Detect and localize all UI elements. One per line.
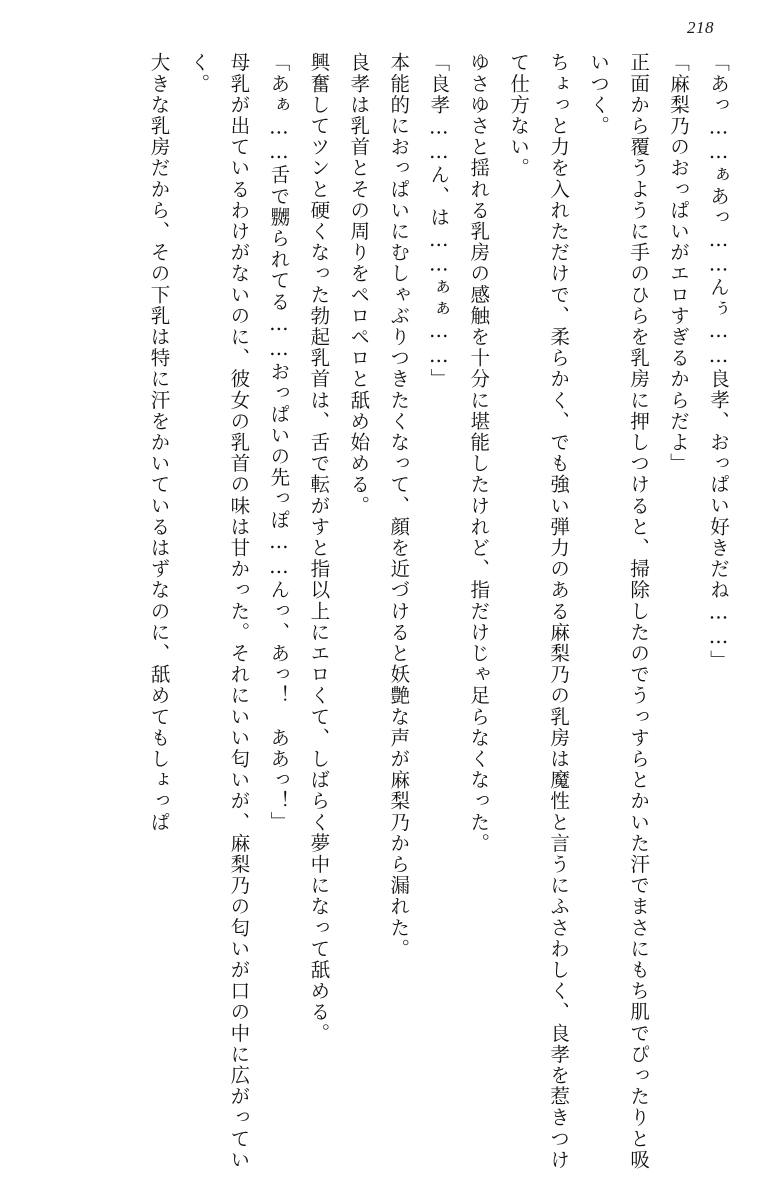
vertical-text-block (34, 52, 738, 1174)
paragraph: 「あっ……ぁあっ……んぅ……良孝、おっぱい好きだね……」 (707, 52, 730, 671)
paragraph: 「あぁ……舌で嬲られてる……おっぱいの先っぽ……んっ、あっ！ ああっ！」 (267, 52, 291, 833)
paragraph: 「麻梨乃のおっぱいがエロすぎるからだよ」 (667, 52, 691, 474)
paragraph: ちょっと力を入れただけで、柔らかく、でも強い弾力のある麻梨乃の乳房は魔性と言うにふさわしく、良孝を惹きつけて仕方ない。 (507, 52, 571, 1171)
paragraph: 母乳が出ているわけがないのに、彼女の乳首の味は甘かった。それにいい匂いが、麻梨乃の匂いが口の中に広がっていく。 (187, 52, 251, 1171)
paragraph: 本能的におっぱいにむしゃぶりつきたくなって、顔を近づけると妖艶な声が麻梨乃から漏れた。 (387, 52, 411, 960)
paragraph: 興奮してツンと硬くなった勃起乳首は、舌で転がすと指以上にエロくて、しばらく夢中になって舐める。 (307, 52, 331, 1044)
paragraph: 正面から覆うように手のひらを乳房に押しつけると、掃除したのでうっすらとかいた汗でまさにもち肌でぴったりと吸いつく。 (587, 52, 651, 1171)
page-body (34, 52, 738, 1174)
paragraph: 「良孝……ん、は……ぁぁ……」 (427, 52, 451, 390)
paragraph: 大きな乳房だから、その下乳は特に汗をかいているはずなのに、舐めてもしょっぱ (147, 52, 171, 833)
paragraph: 良孝は乳首とその周りをペロペロと舐め始める。 (347, 52, 371, 517)
paragraph: ゆさゆさと揺れる乳房の感触を十分に堪能したけれど、指だけじゃ足らなくなった。 (467, 52, 491, 854)
page-number: 218 (687, 18, 714, 37)
page-header (34, 18, 738, 52)
